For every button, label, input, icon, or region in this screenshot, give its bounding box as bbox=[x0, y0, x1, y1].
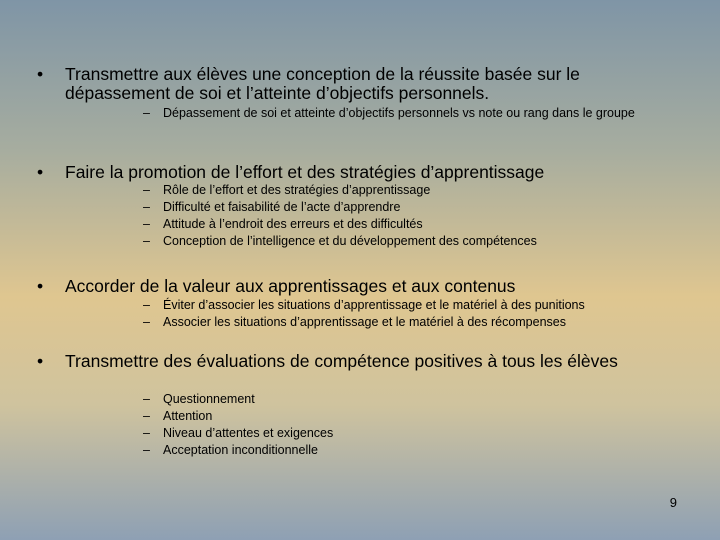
bullet-3-subitem-2 bbox=[143, 314, 673, 331]
bullet-2-subitem-2 bbox=[143, 199, 673, 216]
bullet-2-subitem-1 bbox=[143, 182, 673, 199]
dash: – bbox=[143, 200, 150, 214]
bullet-4-subitems bbox=[143, 391, 673, 459]
dash: – bbox=[143, 443, 150, 457]
dash: – bbox=[143, 392, 150, 406]
subitem-text: Difficulté et faisabilité de l’acte d’apprendre bbox=[163, 200, 401, 214]
bullet-4-subitem-1 bbox=[143, 391, 673, 408]
subitem-text: Questionnement bbox=[163, 392, 255, 406]
bullet-4-subitem-3 bbox=[143, 425, 673, 442]
subitem-text: Acceptation inconditionnelle bbox=[163, 443, 318, 457]
bullet-4-text: Transmettre des évaluations de compétence positives à tous les élèves bbox=[65, 351, 618, 371]
dash: – bbox=[143, 217, 150, 231]
bullet-4-mark: • bbox=[37, 351, 44, 371]
bullet-1-mark: • bbox=[37, 64, 44, 84]
dash: – bbox=[143, 409, 150, 423]
dash: – bbox=[143, 426, 150, 440]
bullet-1 bbox=[37, 65, 677, 103]
bullet-2-subitem-4 bbox=[143, 233, 673, 250]
bullet-3-mark: • bbox=[37, 276, 44, 296]
bullet-3 bbox=[37, 277, 677, 296]
subitem-text: Associer les situations d’apprentissage et le matériel à des récompenses bbox=[163, 315, 566, 329]
subitem-text: Attitude à l’endroit des erreurs et des difficultés bbox=[163, 217, 423, 231]
subitem-text: Dépassement de soi et atteinte d’objectifs personnels vs note ou rang dans le groupe bbox=[163, 106, 635, 120]
bullet-1-subitems bbox=[143, 107, 673, 120]
bullet-3-text: Accorder de la valeur aux apprentissages et aux contenus bbox=[65, 276, 516, 296]
bullet-4-subitem-2 bbox=[143, 408, 673, 425]
bullet-2-mark: • bbox=[37, 162, 44, 182]
subitem-text: Attention bbox=[163, 409, 213, 423]
bullet-3-subitems bbox=[143, 297, 673, 331]
bullet-2-text: Faire la promotion de l’effort et des stratégies d’apprentissage bbox=[65, 162, 545, 182]
subitem-text: Niveau d’attentes et exigences bbox=[163, 426, 334, 440]
dash: – bbox=[143, 315, 150, 329]
dash: – bbox=[143, 106, 150, 120]
dash: – bbox=[143, 183, 150, 197]
bullet-4-subitem-4 bbox=[143, 442, 673, 459]
subitem-text: Conception de l’intelligence et du développement des compétences bbox=[163, 234, 537, 248]
bullet-2-subitem-3 bbox=[143, 216, 673, 233]
subitem-text: Éviter d’associer les situations d’apprentissage et le matériel à des punitions bbox=[163, 298, 585, 312]
page-number: 9 bbox=[669, 495, 677, 510]
bullet-2-subitems bbox=[143, 182, 673, 250]
bullet-4 bbox=[37, 352, 677, 371]
dash: – bbox=[143, 234, 150, 248]
bullet-2 bbox=[37, 163, 677, 182]
bullet-1-text: Transmettre aux élèves une conception de la réussite basée sur le dépassement de soi et l’atteinte d’objectifs personnels. bbox=[65, 64, 580, 103]
dash: – bbox=[143, 298, 150, 312]
bullet-3-subitem-1 bbox=[143, 297, 673, 314]
bullet-1-subitem-1 bbox=[143, 107, 673, 120]
subitem-text: Rôle de l’effort et des stratégies d’apprentissage bbox=[163, 183, 431, 197]
